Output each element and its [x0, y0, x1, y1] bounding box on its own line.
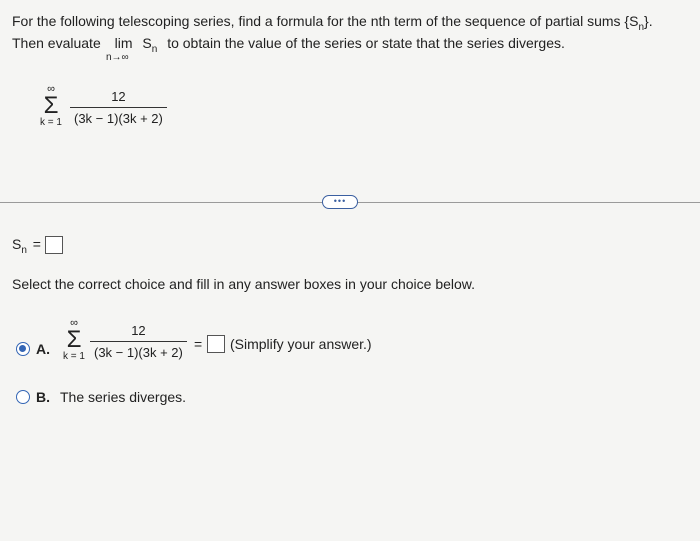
choice-a-letter: A. [36, 341, 50, 357]
limit-word: lim [114, 35, 133, 51]
more-button[interactable]: ••• [322, 195, 358, 209]
choice-a-note: (Simplify your answer.) [230, 336, 372, 352]
choice-a-lower-bound: k = 1 [63, 351, 85, 362]
choice-a-numerator: 12 [131, 323, 146, 338]
choice-a-upper-bound: ∞ [70, 317, 78, 329]
partial-sum-equals: = [32, 236, 41, 252]
question-line-1 [12, 12, 653, 33]
question-text-2: Then evaluate [12, 35, 101, 51]
choice-a-answer-box[interactable] [207, 335, 225, 353]
choice-a-fraction [90, 323, 187, 360]
limit-s: S [142, 35, 152, 51]
series-sigma [40, 84, 62, 129]
choice-a-sigma [63, 318, 85, 363]
choice-b-text: The series diverges. [60, 389, 187, 405]
instruction-text: Select the correct choice and fill in any answer boxes in your choice below. [12, 276, 476, 292]
choice-a-denominator: (3k − 1)(3k + 2) [90, 341, 187, 360]
partial-sum-row [12, 235, 63, 256]
series-denominator: (3k − 1)(3k + 2) [70, 107, 167, 126]
question-line-2 [12, 34, 565, 55]
question-text-2-end: to obtain the value of the series or state that the series diverges. [167, 35, 565, 51]
partial-sum-subscript: n [21, 245, 27, 256]
limit-s-subscript: n [151, 44, 158, 55]
choice-a-radio[interactable] [16, 342, 30, 356]
choice-b-radio[interactable] [16, 390, 30, 404]
series-lower-bound: k = 1 [40, 117, 62, 128]
question-text-1: For the following telescoping series, find a formula for the nth term of the sequence of partial sums {S [12, 13, 639, 29]
partial-sum-answer-box[interactable] [45, 236, 63, 254]
choice-b-letter: B. [36, 389, 50, 405]
choice-a-sigma-symbol: Σ [66, 326, 82, 353]
question-subscript: n [638, 22, 645, 33]
series-numerator: 12 [111, 89, 126, 104]
question-text-1-end: }. [644, 13, 653, 29]
series-upper-bound: ∞ [47, 83, 55, 95]
partial-sum-label: S [12, 236, 22, 252]
series-fraction [70, 89, 167, 126]
limit-under: n→∞ [106, 52, 129, 63]
sigma-symbol: Σ [43, 92, 59, 119]
choice-a-equals: = [194, 336, 203, 352]
